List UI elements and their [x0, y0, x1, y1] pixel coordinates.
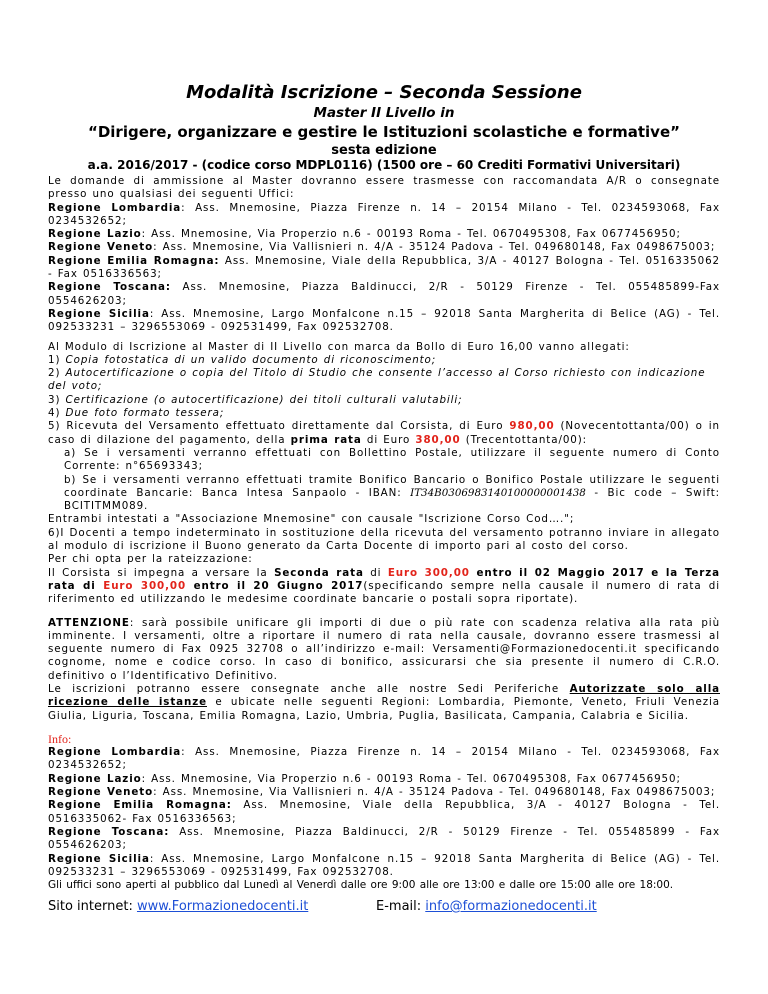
office-address: Ass. Mnemosine, Viale della Repubblica, 3/A - 40127 Bologna - Tel. 0516335062 - Fax 0516336563;: [48, 254, 720, 281]
website-label: Sito internet:: [48, 899, 137, 914]
document-subtitle: Master II Livello in: [313, 105, 455, 121]
office-region: Regione Lazio: [48, 228, 142, 241]
office-region: Regione Lombardia: [48, 201, 182, 214]
office-address: : Ass. Mnemosine, Via Vallisnieri n. 4/A - 35124 Padova - Tel. 049680148, Fax 0498675003;: [153, 241, 716, 254]
payment-option-a: a) Se i versamenti verranno effettuati con Bollettino Postale, utilizzare il seguente numero di Conto Corrente: n°65693343;: [64, 446, 720, 473]
office-hours: Gli uffici sono aperti al pubblico dal Lunedì al Venerdì dalle ore 9:00 alle ore 13:00 e dalle ore 15:00 alle ore 18:00.: [48, 879, 674, 892]
attachment-item: 3) Certificazione (o autocertificazione) dei titoli culturali valutabili;: [48, 393, 463, 406]
office-item: Regione Sicilia: Ass. Mnemosine, Largo Monfalcone n.15 – 92018 Santa Margherita di Belice (AG) - Tel. 092533231 – 3296553069 - 092531499, Fax 092532708.: [48, 852, 720, 878]
office-item: [48, 308, 720, 335]
office-address: : Ass. Mnemosine, Piazza Firenze n. 14 – 20154 Milano - Tel. 0234593068, Fax 0234532652;: [48, 201, 720, 227]
document-body: [48, 175, 720, 892]
office-item: Regione Veneto: Ass. Mnemosine, Via Vallisnieri n. 4/A - 35124 Padova - Tel. 049680148, Fax 0498675003;: [48, 786, 716, 799]
office-address: : Ass. Mnemosine, Largo Monfalcone n.15 – 92018 Santa Margherita di Belice (AG) - Tel. 092533231 – 3296553069 - 092531499, Fax 092532708.: [48, 307, 720, 334]
office-region: Regione Toscana:: [48, 281, 171, 294]
teachers-note: 6)I Docenti a tempo indeterminato in sostituzione della ricevuta del versamento potranno inviare in allegato al modulo di iscrizione il Buono generato da Carta Docente di importo pari al costo del corso.: [48, 526, 720, 553]
academic-year: a.a. 2016/2017 - (codice corso MDPL0116) (1500 ore – 60 Crediti Formativi Universitari): [87, 158, 681, 172]
office-item: [48, 228, 720, 241]
offices-list: [48, 202, 720, 335]
header-note: Entrambi intestati a "Associazione Mnemosine" con causale "Iscrizione Corso Cod….";: [48, 513, 575, 526]
office-address: Ass. Mnemosine, Piazza Baldinucci, 2/R - 50129 Firenze - Tel. 055485899-Fax 0554626203;: [48, 281, 720, 307]
office-item: [48, 202, 720, 229]
office-item: [48, 241, 720, 254]
amount-total: 980,00: [509, 420, 555, 433]
attention-note: ATTENZIONE: sarà possibile unificare gli importi di due o più rate con scadenza relativa alla rata più imminente. I versamenti, oltre a riportare il numero di rata nella causale, dovranno essere trasmessi al seguente numero di Fax 0925 32708 o all’indirizzo e-mail: Versamenti@Formazionedocenti.it specificando cognome, nome e codice corso. In caso di bonifico, assicurarsi che sia presente il numero di C.R.O. definitivo o l’Identificativo Definitivo.: [48, 616, 720, 682]
amount-first: 380,00: [415, 433, 461, 446]
branches-note: Le iscrizioni potranno essere consegnate anche alle nostre Sedi Periferiche Autorizzate solo alla ricezione delle istanze e ubicate nelle seguenti Regioni: Lombardia, Piemonte, Veneto, Friuli Venezia Giulia, Liguria, Toscana, Emilia Romagna, Lazio, Umbria, Puglia, Basilicata, Campania, Calabria e Sicilia.: [48, 682, 720, 722]
office-region: Regione Veneto: [48, 241, 154, 254]
course-name: “Dirigere, organizzare e gestire le Istituzioni scolastiche e formative”: [87, 123, 680, 141]
iban-code: IT34B0306983140100000001438: [410, 486, 586, 499]
attachment-item: 1) Copia fotostatica di un valido documento di riconoscimento;: [48, 353, 437, 366]
office-item: Regione Lazio: Ass. Mnemosine, Via Properzio n.6 - 00193 Roma - Tel. 0670495308, Fax 0677456950;: [48, 772, 681, 785]
website-link[interactable]: www.Formazionedocenti.it: [136, 899, 309, 914]
payment-option-b: b) Se i versamenti verranno effettuati tramite Bonifico Bancario o Bonifico Postale utilizzare le seguenti coordinate Bancarie: Banca Intesa Sanpaolo - IBAN: IT34B0306983140100000001438 - Bic code – Swift: BCITITMM089.: [64, 473, 720, 513]
payment-item: 5) Ricevuta del Versamento effettuato direttamente dal Corsista, di Euro 980,00 (Novecentottanta/00) o in caso di dilazione del pagamento, della prima rata di Euro 380,00 (Trecentottanta/00):: [48, 420, 720, 446]
office-region: Regione Emilia Romagna:: [48, 254, 220, 267]
website-line: [48, 899, 308, 914]
attachments-intro: Al Modulo di Iscrizione al Master di II Livello con marca da Bollo di Euro 16,00 vanno allegati:: [48, 340, 630, 353]
edition: sesta edizione: [331, 143, 437, 158]
office-address: : Ass. Mnemosine, Via Properzio n.6 - 00193 Roma - Tel. 0670495308, Fax 0677456950;: [141, 228, 681, 241]
document-title: Modalità Iscrizione – Seconda Sessione: [186, 82, 582, 103]
email-line: [376, 899, 597, 914]
info-label: Info:: [48, 731, 72, 746]
email-label: E-mail:: [376, 899, 426, 914]
info-offices-list: [48, 746, 720, 879]
office-item: Regione Toscana: Ass. Mnemosine, Piazza Baldinucci, 2/R - 50129 Firenze - Tel. 055485899 - Fax 0554626203;: [48, 825, 720, 852]
attachment-item: 4) Due foto formato tessera;: [48, 407, 225, 420]
office-item: [48, 255, 720, 282]
installments-text: Il Corsista si impegna a versare la Seconda rata di Euro 300,00 entro il 02 Maggio 2017 e la Terza rata di Euro 300,00 entro il 20 Giugno 2017(specificando sempre nella causale il numero di rata di riferimento ed utilizzando le medesime coordinate bancarie o postali sopra riportate).: [48, 566, 721, 606]
email-link[interactable]: info@formazionedocenti.it: [425, 899, 597, 914]
office-region: Regione Sicilia: [48, 307, 150, 320]
attachment-item: 2) Autocertificazione o copia del Titolo di Studio che consente l’accesso al Corso richiesto con indicazione del voto;: [48, 367, 706, 393]
office-item: [48, 281, 720, 308]
installments-intro: Per chi opta per la rateizzazione:: [48, 553, 253, 566]
office-item: Regione Emilia Romagna: Ass. Mnemosine, Viale della Repubblica, 3/A - 40127 Bologna - Tel. 0516335062- Fax 0516336563;: [48, 799, 720, 825]
intro-text: Le domande di ammissione al Master dovranno essere trasmesse con raccomandata A/R o consegnate presso uno qualsiasi dei seguenti Uffici:: [48, 175, 720, 201]
office-item: Regione Lombardia: Ass. Mnemosine, Piazza Firenze n. 14 – 20154 Milano - Tel. 0234593068, Fax 0234532652;: [48, 746, 720, 772]
